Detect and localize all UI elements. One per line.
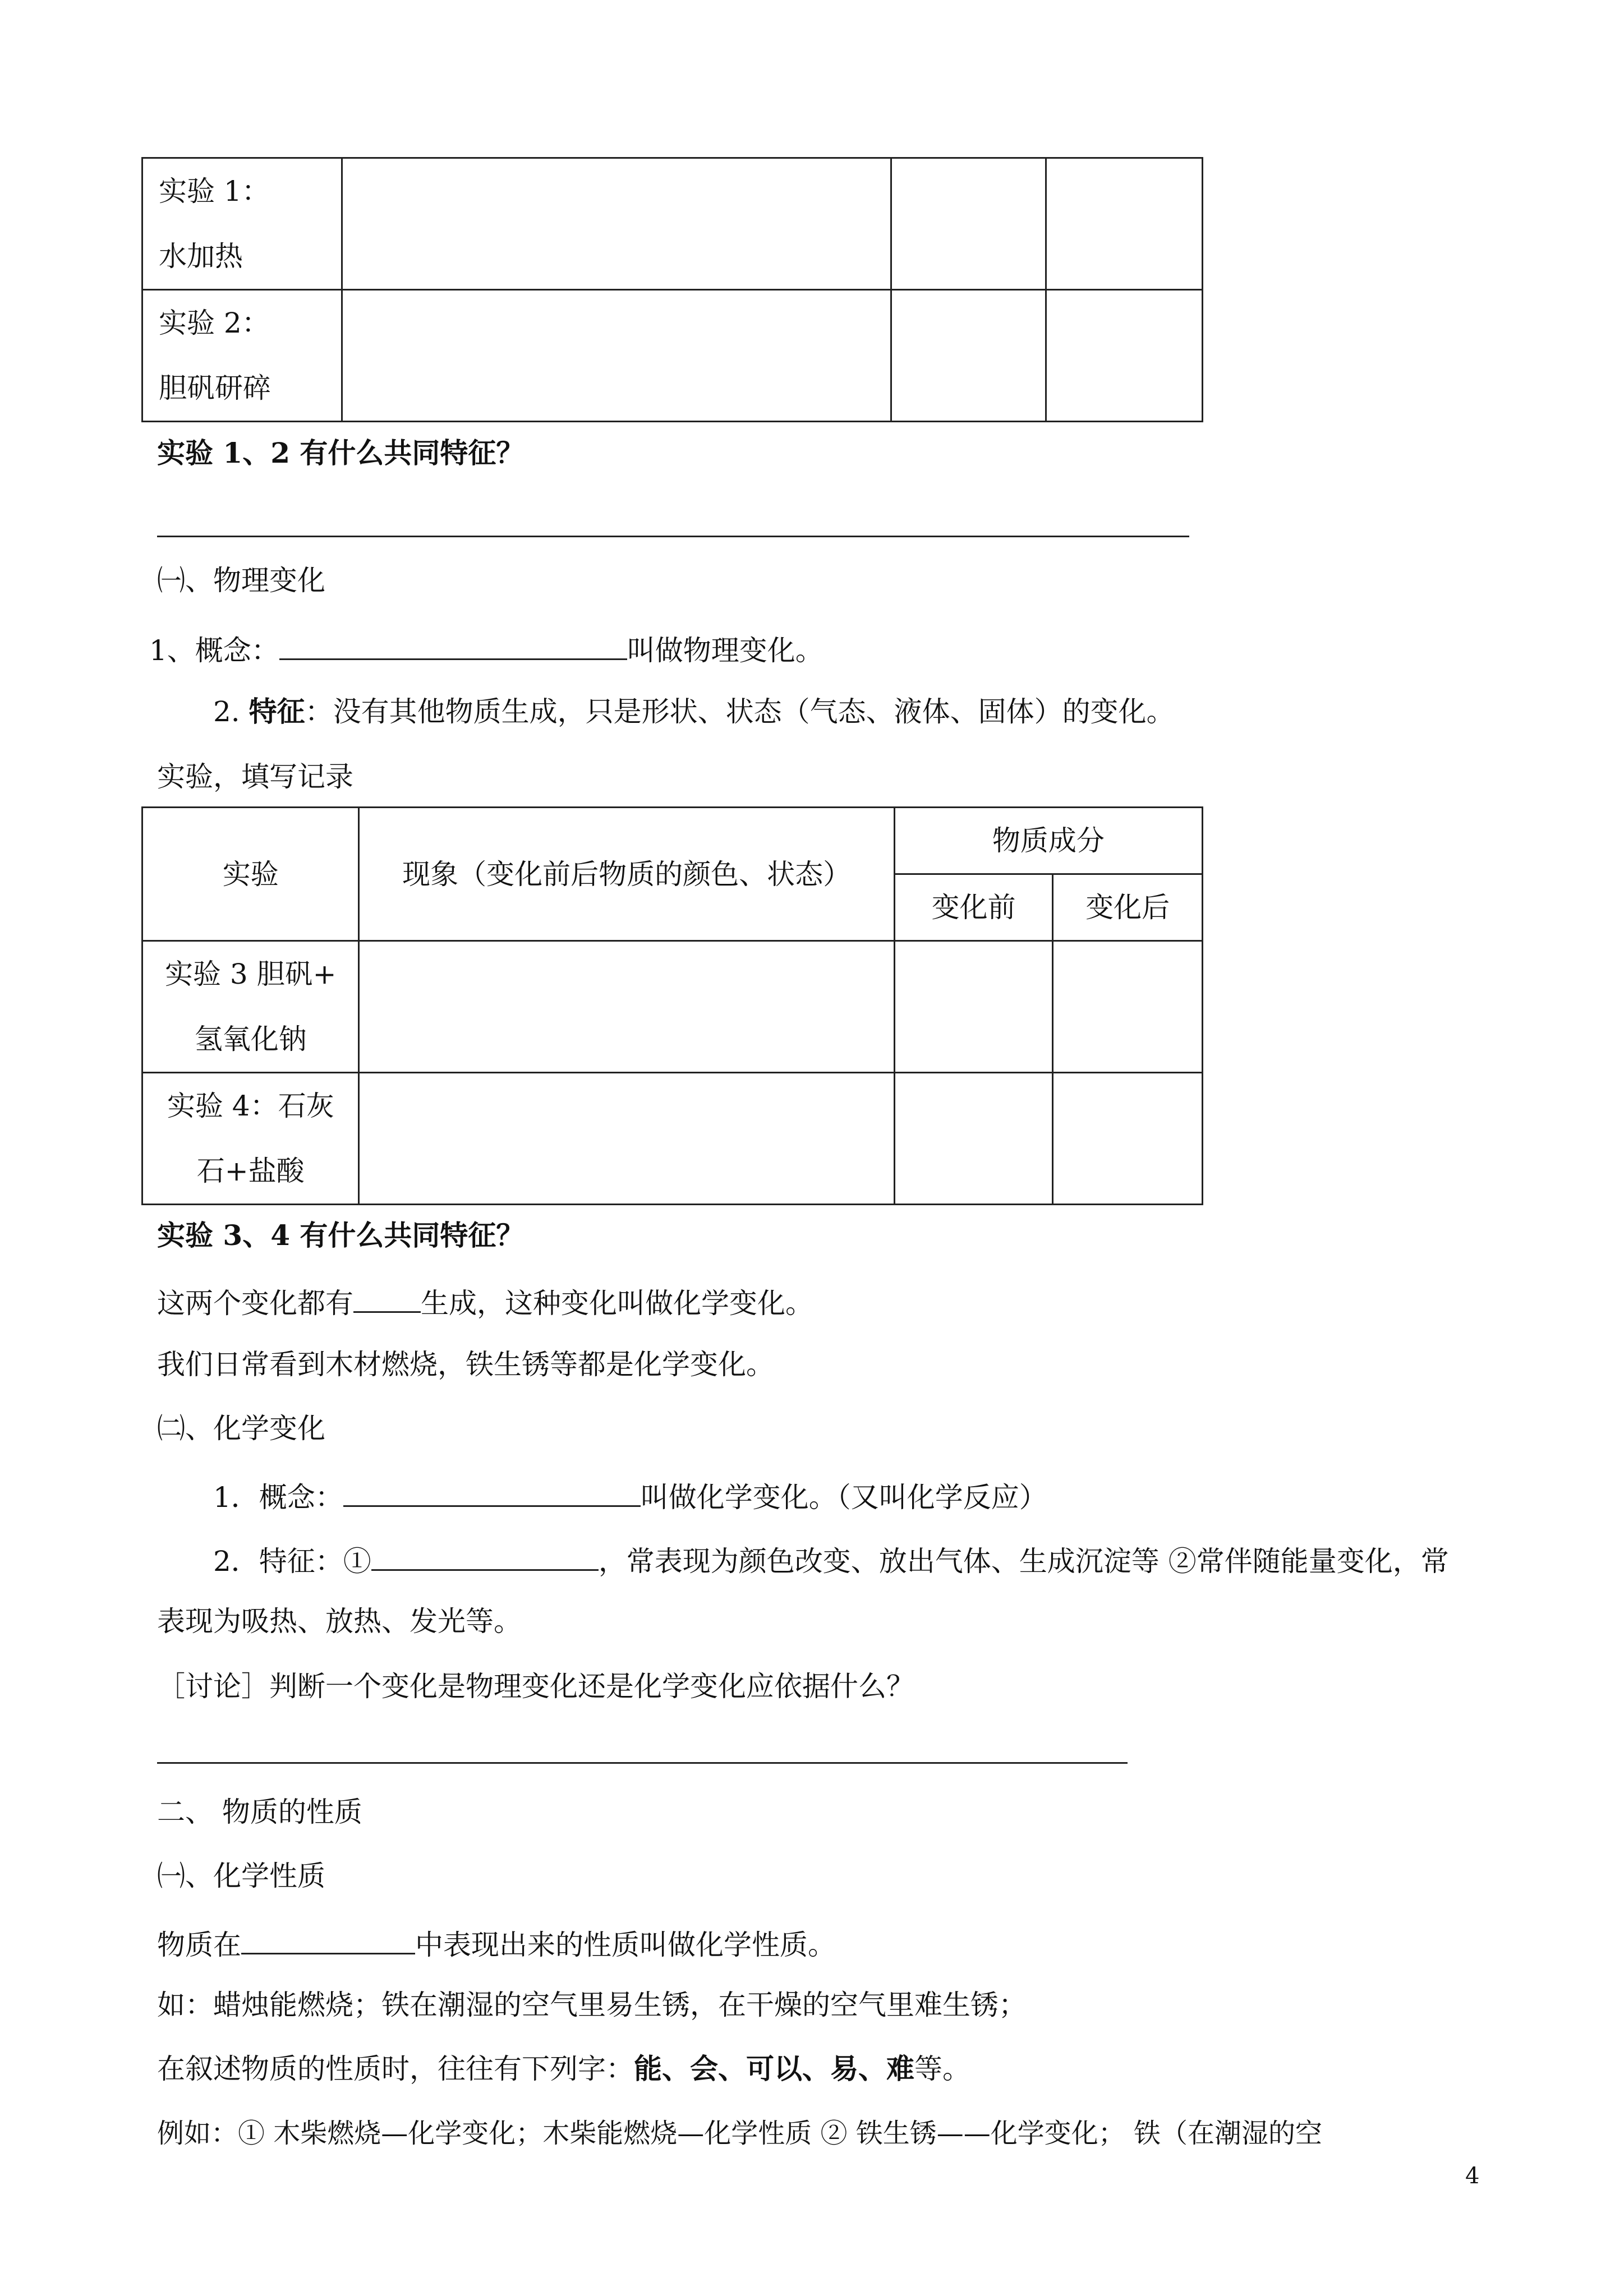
header-before: 变化前 [894,874,1053,941]
blank-field[interactable] [371,1543,599,1571]
feature-chemical-continued: 表现为吸热、放热、发光等。 [157,1605,522,1638]
table-cell-experiment: 实验 2： 胆矾研碎 [142,290,342,422]
blank-field[interactable] [353,1285,421,1313]
table-row [142,1073,1203,1205]
header-phenomenon: 现象（变化前后物质的颜色、状态） [359,808,894,941]
table-header-row [142,808,1203,874]
example-text-1: 如：蜡烛能燃烧；铁在潮湿的空气里易生锈，在干燥的空气里难生锈； [157,1989,1027,2021]
header-after: 变化后 [1053,874,1203,941]
discussion-text: ［讨论］判断一个变化是物理变化还是化学变化应依据什么？ [157,1670,914,1703]
table-row [142,290,1203,422]
blank-field[interactable] [279,633,627,660]
question-1: 实验 1、2 有什么共同特征？ [157,436,525,469]
concept-chemical: 1．概念： 叫做化学变化。（又叫化学反应） [213,1479,1047,1511]
question-2: 实验 3、4 有什么共同特征？ [157,1219,525,1252]
table-cell-empty[interactable] [1053,1073,1203,1205]
section-heading-properties: 二、 物质的性质 [157,1796,362,1828]
header-composition: 物质成分 [894,808,1202,874]
feature-chemical: 2．特征：① ，常表现为颜色改变、放出气体、生成沉淀等 ②常伴随能量变化，常 [213,1543,1449,1575]
table-row [142,941,1203,1073]
concept-physical: 1、概念： 叫做物理变化。 [149,633,823,665]
table-cell-empty[interactable] [359,1073,894,1205]
section-heading-physical: ㈠、物理变化 [157,564,325,597]
table-cell-empty[interactable] [1046,158,1203,290]
describe-text: 在叙述物质的性质时，往往有下列字：能、会、可以、易、难等。 [157,2052,970,2085]
both-changes-text: 这两个变化都有 生成，这种变化叫做化学变化。 [157,1285,813,1317]
table-cell-experiment: 实验 4：石灰 石+盐酸 [142,1073,359,1205]
table-cell-empty[interactable] [891,290,1046,422]
table-cell-empty[interactable] [342,158,891,290]
everyday-text: 我们日常看到木材燃烧，铁生锈等都是化学变化。 [157,1348,774,1381]
experiment-table-2 [141,806,1203,1205]
table-cell-experiment: 实验 1： 水加热 [142,158,342,290]
table-cell-empty[interactable] [894,941,1053,1073]
feature-physical: 2. 特征：没有其他物质生成，只是形状、状态（气态、液体、固体）的变化。 [213,695,1175,728]
section-heading-chemical-property: ㈠、化学性质 [157,1860,325,1892]
blank-field[interactable] [241,1927,415,1954]
table-cell-empty[interactable] [1046,290,1203,422]
experiment-table-1 [141,157,1203,422]
table-row [142,158,1203,290]
example-text-2: 例如：① 木柴燃烧—化学变化；木柴能燃烧—化学性质 ② 铁生锈——化学变化； 铁（在潮湿的空 [157,2118,1323,2149]
blank-field[interactable] [343,1479,641,1507]
table-cell-experiment: 实验 3 胆矾+ 氢氧化钠 [142,941,359,1073]
header-experiment: 实验 [142,808,359,941]
table-cell-empty[interactable] [1053,941,1203,1073]
fill-record-label: 实验，填写记录 [157,760,353,793]
page-number: 4 [1465,2163,1480,2189]
answer-line-1[interactable] [157,536,1189,537]
chemical-property-definition: 物质在 中表现出来的性质叫做化学性质。 [157,1927,836,1959]
table-cell-empty[interactable] [359,941,894,1073]
table-cell-empty[interactable] [891,158,1046,290]
answer-line-2[interactable] [157,1762,1128,1764]
section-heading-chemical: ㈡、化学变化 [157,1412,325,1445]
table-cell-empty[interactable] [894,1073,1053,1205]
table-cell-empty[interactable] [342,290,891,422]
